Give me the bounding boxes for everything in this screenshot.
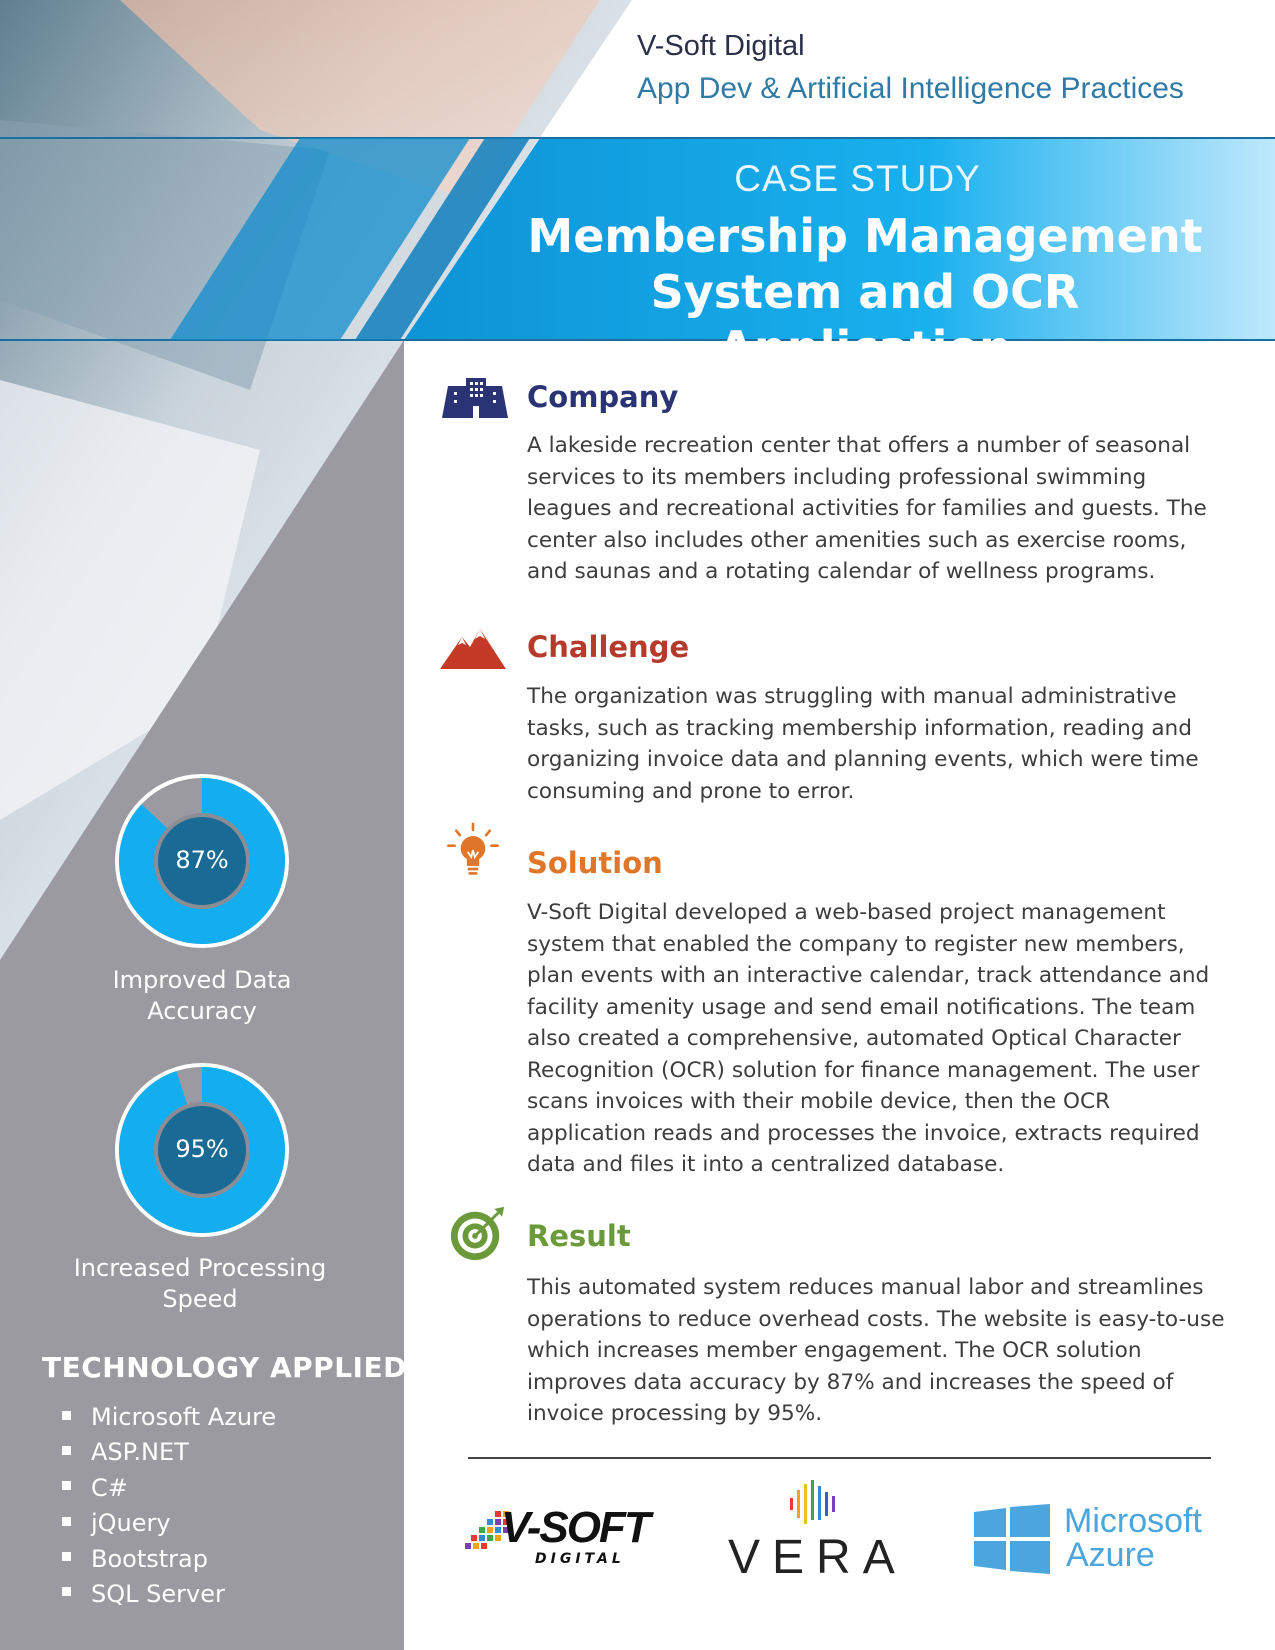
result-heading: Result [527,1219,631,1253]
company-name: V-Soft Digital [637,30,805,62]
bullet-icon [62,1517,71,1526]
bullet-icon [62,1446,71,1455]
challenge-heading: Challenge [527,630,690,664]
soundwave-icon [786,1480,846,1524]
company-text: A lakeside recreation center that offers a number of seasonal services to its members including professional swimming leagues and recreational activities for families and guests. The center also includes other amenities such as exercise rooms, and saunas and a rotating calendar of wellness programs. [527,433,1207,584]
solution-text: V-Soft Digital developed a web-based project management system that enabled the company to register new members, plan events with an interactive calendar, track attendance and facility amenity usage and send email notifications. The team also created a comprehensive, automated Optical Character Recognition (OCR) solution for finance management. The user scans invoices with their mobile device, then the OCR application reads and processes the invoice, extracts required data and files it into a centralized database. [527,900,1210,1177]
list-item: C# [62,1471,276,1506]
title-line-1: Membership Management [527,209,1203,263]
mountain-icon [440,620,506,678]
vera-wordmark: VERA [728,1531,907,1584]
list-item: jQuery [62,1506,276,1541]
result-text: This automated system reduces manual labor and streamlines operations to reduce overhead costs. The website is easy-to-use which increases member engagement. The OCR solution improves data accuracy by 87% and increases the speed of invoice processing by 95%. [527,1275,1225,1426]
title-line-2: System and OCR Application [650,265,1080,375]
case-study-label: CASE STUDY [734,158,981,199]
windows-icon [974,1504,1050,1574]
vsoft-logo [465,1503,670,1573]
bullet-icon [62,1411,71,1420]
solution-heading: Solution [527,846,663,880]
challenge-text: The organization was struggling with manual administrative tasks, such as tracking membership information, reading and organizing invoice data and planning events, which were time consuming and prone to error. [527,684,1199,804]
list-item: SQL Server [62,1577,276,1612]
vsoft-wordmark: V-SOFT [501,1503,649,1552]
technology-list [62,1400,276,1612]
technology-title: TECHNOLOGY APPLIED [42,1351,407,1384]
accuracy-value: 87% [175,846,229,874]
building-icon [442,369,508,427]
vera-logo [728,1480,907,1590]
azure-logo [974,1502,1214,1577]
speed-value: 95% [175,1135,229,1163]
bullet-icon [62,1587,71,1596]
speed-caption: Increased Processing Speed [73,1254,327,1313]
bullet-icon [62,1481,71,1490]
vsoft-subtitle: DIGITAL [535,1551,625,1567]
azure-wordmark-microsoft: Microsoft [1064,1502,1202,1540]
header-white [540,0,1275,138]
target-icon [444,1205,510,1263]
footer-divider [468,1457,1211,1459]
bullet-icon [62,1552,71,1561]
practice-name: App Dev & Artificial Intelligence Practices [637,72,1184,105]
azure-wordmark-azure: Azure [1066,1536,1155,1574]
list-item: Bootstrap [62,1542,276,1577]
company-heading: Company [527,380,679,414]
list-item: ASP.NET [62,1435,276,1470]
list-item: Microsoft Azure [62,1400,276,1435]
lightbulb-icon [440,822,506,880]
page-title [500,208,1230,376]
accuracy-caption: Improved Data Accuracy [112,966,292,1025]
